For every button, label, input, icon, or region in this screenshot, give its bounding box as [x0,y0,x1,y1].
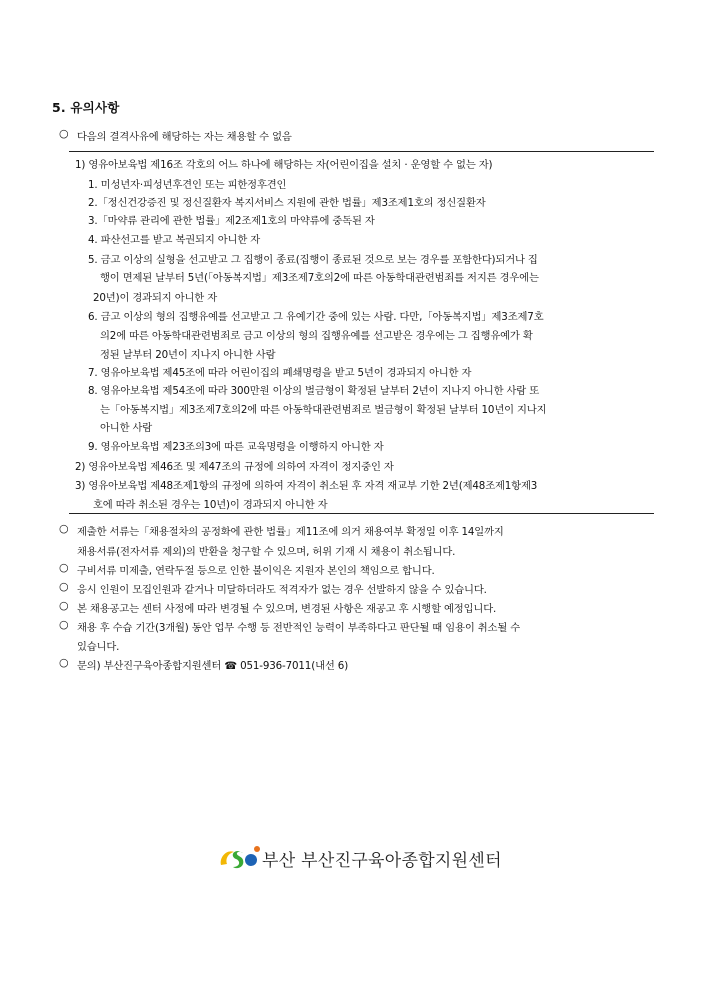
list-item: 4. 파산선고를 받고 복권되지 아니한 자 [88,234,261,246]
list-item: 호에 따라 취소된 경우는 10년)이 경과되지 아니한 자 [93,499,328,511]
list-item: 정된 날부터 20년이 지나지 아니한 사람 [100,349,276,361]
list-item: 는「아동복지법」제3조제7호의2에 따른 아동학대관련범죄로 벌금형이 확정된 날부터 10년이 지나지 [100,404,547,416]
list-item: 20년)이 경과되지 아니한 자 [93,292,218,304]
list-item: 3) 영유아보육법 제48조제1항의 규정에 의하여 자격이 취소된 후 자격 재교부 기한 2년(제48조제1항제3 [75,480,538,492]
center-logo [218,843,502,873]
bullet-circle: ○ [59,522,69,535]
bullet-circle: ○ [59,580,69,593]
logo-text: 부산 부산진구육아종합지원센터 [262,850,502,871]
bullet-circle: ○ [59,656,69,669]
section-title: 5. 유의사항 [52,100,120,115]
bullet-circle: ○ [59,561,69,574]
logo-dot-blue [245,854,257,866]
list-item: 9. 영유아보육법 제23조의3에 따른 교육명령을 이행하지 아니한 자 [88,441,384,453]
note-item: 있습니다. [77,641,120,653]
contact-note: 문의) 부산진구육아종합지원센터 ☎ 051-936-7011(내선 6) [77,660,349,672]
note-item: 채용 후 수습 기간(3개월) 동안 업무 수행 등 전반적인 능력이 부족하다고 판단될 때 임용이 취소될 수 [77,622,521,634]
logo-swoosh-yellow [221,851,234,865]
logo-s-green [233,851,244,868]
list-item: 의2에 따른 아동학대관련범죄로 금고 이상의 형의 집행유예를 선고받은 경우에는 그 집행유예가 확 [100,330,533,342]
note-item: 응시 인원이 모집인원과 같거나 미달하더라도 적격자가 없는 경우 선발하지 않을 수 있습니다. [77,584,487,596]
list-item: 8. 영유아보육법 제54조에 따라 300만원 이상의 벌금형이 확정된 날부터 2년이 지나지 아니한 사람 또 [88,385,540,397]
list-item: 1. 미성년자·피성년후견인 또는 피한정후견인 [88,179,287,191]
bullet-circle: ○ [59,127,69,140]
list-item: 3.「마약류 관리에 관한 법률」제2조제1호의 마약류에 중독된 자 [88,215,375,227]
list-item: 5. 금고 이상의 실형을 선고받고 그 집행이 종료(집행이 종료된 것으로 보는 경우를 포함한다)되거나 집 [88,254,538,266]
bullet-circle: ○ [59,599,69,612]
intro-text: 다음의 결격사유에 해당하는 자는 채용할 수 없음 [77,131,292,143]
list-item: 2) 영유아보육법 제46조 및 제47조의 규정에 의하여 자격이 정지중인 자 [75,461,394,473]
list-item: 6. 금고 이상의 형의 집행유예를 선고받고 그 유예기간 중에 있는 사람. 다만,「아동복지법」제3조제7호 [88,311,544,323]
list-item: 7. 영유아보육법 제45조에 따라 어린이집의 폐쇄명령을 받고 5년이 경과되지 아니한 자 [88,367,472,379]
list-item: 2.「정신건강증진 및 정신질환자 복지서비스 지원에 관한 법률」제3조제1호의 정신질환자 [88,197,486,209]
logo-dot-orange [254,846,260,852]
note-item: 제출한 서류는「채용절차의 공정화에 관한 법률」제11조에 의거 채용여부 확정일 이후 14일까지 [77,526,504,538]
bullet-circle: ○ [59,618,69,631]
list-item: 아니한 사람 [100,422,153,434]
logo-mark-icon [218,843,262,873]
list-item: 1) 영유아보육법 제16조 각호의 어느 하나에 해당하는 자(어린이집을 설치 · 운영할 수 없는 자) [75,159,493,171]
note-item: 채용서류(전자서류 제외)의 반환을 청구할 수 있으며, 허위 기재 시 채용이 취소됩니다. [77,546,456,558]
list-item: 행이 면제된 날부터 5년(「아동복지법」제3조제7호의2에 따른 아동학대관련범죄를 저지른 경우에는 [100,272,539,284]
note-item: 본 채용공고는 센터 사정에 따라 변경될 수 있으며, 변경된 사항은 재공고 후 시행할 예정입니다. [77,603,497,615]
note-item: 구비서류 미제출, 연락두절 등으로 인한 불이익은 지원자 본인의 책임으로 합니다. [77,565,435,577]
